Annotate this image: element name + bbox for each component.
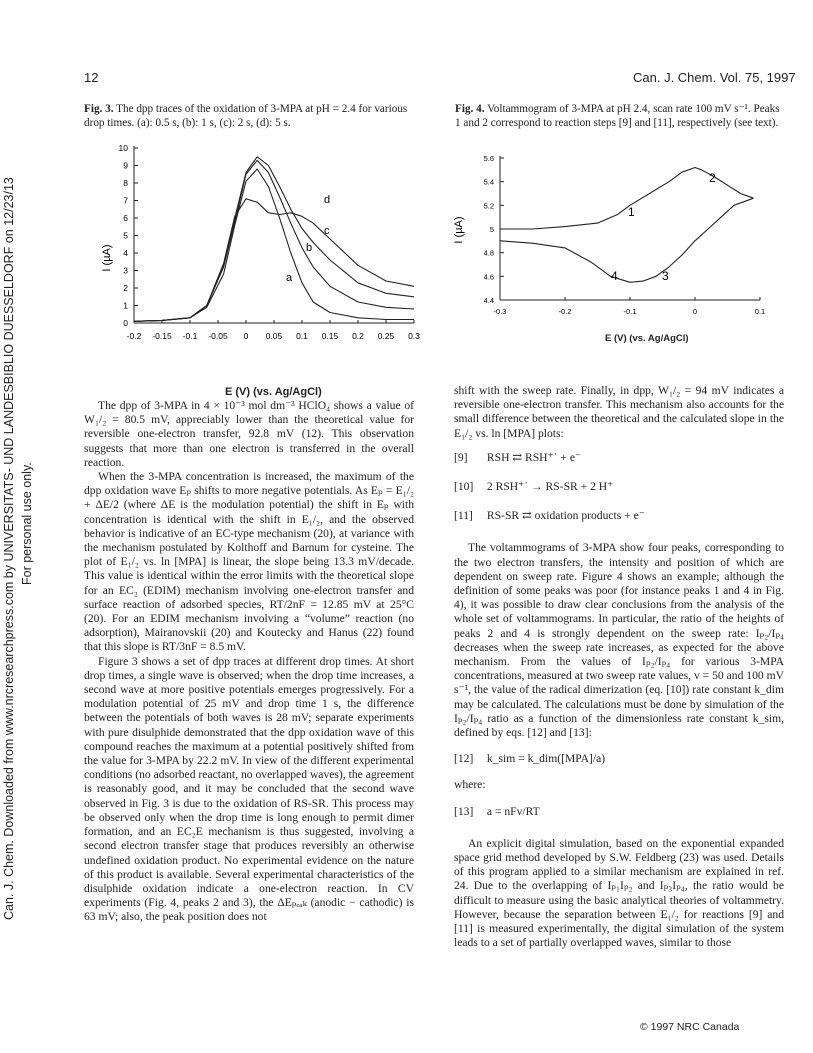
download-note [0, 177, 50, 920]
y-tick-label: 5.4 [483, 177, 494, 187]
peak-label-1: 1 [628, 205, 635, 219]
fig3-caption-text: The dpp traces of the oxidation of 3-MPA at pH = 2.4 for various drop times. (a): 0.5 s, (b): 1 s, (c): 2 s, (d): 5 s. [84, 103, 408, 129]
x-tick-label: -0.2 [126, 331, 142, 341]
y-tick-label: 4.4 [483, 296, 494, 305]
right-paragraph-2: The voltammograms of 3-MPA show four peaks, corresponding to the two electron transfers, the intensity and position of which are dependent on sweep rate. Figure 4 shows an example; although the definition of some peaks was poor (for instance peaks 1 and 4 in Fig. 4), it was possible to draw clear conclusions from the analysis of the whole set of voltammograms. In particular, the ratio of the heights of peaks 2 and 4 is strongly dependent on the sweep rate: Iₚ₂/Iₚ₄ decreases when the sweep rate increases, as expected for the above mechanism. From the values of Iₚ₂/Iₚ₄ for various 3-MPA concentrations, measured at two sweep rate values, v = 50 and 100 mV s⁻¹, the value of the radical dimerization (eq. [10]) rate constant k_dim may be calculated. The calculations must be done by simulation of the Iₚ₂/Iₚ₄ ratio as a function of the dimensionless rate constant k_sim, defined by eqs. [12] and [13]: [454, 541, 784, 740]
x-tick-label: 0 [692, 307, 698, 316]
equation-9-text: RSH ⇄ RSH⁺˙ + e⁻ [486, 450, 582, 464]
download-note-line2: For personal use only. [20, 462, 34, 585]
fig4-ticks [484, 154, 766, 316]
y-tick-label: 3 [123, 265, 128, 276]
y-tick-label: 6 [123, 213, 128, 223]
download-note-line1: Can. J. Chem. Downloaded from www.nrcresearchpress.com by UNIVERSITATS- UND LANDESBIBLIO DUESSELDORF on 12/23/13 [2, 177, 16, 920]
series-line-d [134, 199, 414, 321]
equation-12 [454, 752, 784, 766]
equation-11 [454, 509, 784, 523]
running-head: Can. J. Chem. Vol. 75, 1997 [633, 70, 796, 85]
equation-12-text: k_sim = k_dim([MPA]/a) [486, 752, 606, 766]
right-paragraph-3: An explicit digital simulation, based on the exponential expanded space grid method developed by S.W. Feldberg (23) was used. Details of this program applied to a similar mechanism are explained in ref. 24. Due to the overlapping of Iₚ₁Iₚ₂ and Iₚ₃Iₚ₄, the ratio would be difficult to measure using the basic analytical theories of voltammetry. However, because the separation between E₁/₂ for reactions [9] and [11] is measured experimentally, the digital simulation of the system leads to a set of partially overlapped waves, similar to those [454, 836, 784, 950]
x-tick-label: 0 [243, 331, 249, 341]
fig3-ylabel: I (µA) [101, 244, 113, 272]
y-tick-label: 4.8 [483, 248, 494, 258]
x-tick-label: -0.05 [208, 331, 228, 341]
where-label: where: [454, 778, 486, 792]
equation-10 [454, 480, 784, 494]
series-line-a [134, 169, 414, 321]
right-intro: shift with the sweep rate. Finally, in dpp, W₁/₂ = 94 mV indicates a reversible one-electron transfer. This mechanism also accounts for the small difference between the theoretical and the calculated slope in the E₁/₂ vs. ln [MPA] plots: [454, 384, 784, 440]
fig4-caption-label: Fig. 4. [455, 103, 485, 115]
y-tick-label: 5.2 [483, 201, 494, 211]
x-tick-label: 0.1 [296, 331, 308, 341]
y-tick-label: 5.6 [483, 154, 494, 163]
x-tick-label: 0.1 [754, 307, 766, 316]
y-tick-label: 10 [118, 143, 128, 153]
paragraph-1: The dpp of 3-MPA in 4 × 10⁻³ mol dm⁻³ HClO₄ shows a value of W₁/₂ = 80.5 mV, appreciably lower than the theoretical value for reversible one-electron transfer, 92.8 mV (12). This observation suggests that more than one electron is transferred in the overall reaction. [84, 399, 414, 469]
x-tick-label: -0.2 [558, 307, 572, 316]
y-tick-label: 2 [123, 283, 128, 293]
series-line-c [134, 157, 414, 321]
equation-13-number: [13] [454, 804, 474, 818]
fig3-ticks [119, 143, 421, 341]
equation-9-number: [9] [454, 450, 468, 464]
x-tick-label: -0.15 [152, 331, 172, 341]
equation-9 [454, 451, 784, 465]
equation-13 [454, 805, 784, 819]
page-number: 12 [84, 70, 99, 85]
fig4-caption [455, 102, 785, 130]
fig3-caption [84, 102, 414, 130]
equation-12-number: [12] [454, 752, 474, 766]
y-tick-label: 4.6 [483, 272, 494, 282]
equation-13-text: a = nFv/RT [486, 804, 540, 818]
equation-10-text: 2 RSH⁺˙ → RS-SR + 2 H⁺ [486, 480, 614, 494]
x-tick-label: -0.1 [182, 331, 198, 341]
y-tick-label: 9 [123, 160, 128, 171]
curve-label-c: c [324, 225, 330, 237]
x-tick-label: -0.1 [623, 307, 637, 316]
right-column [454, 384, 784, 951]
y-tick-label: 8 [123, 178, 128, 188]
peak-label-2: 2 [709, 171, 716, 185]
y-tick-label: 1 [123, 300, 128, 311]
series-line-2 [500, 198, 754, 282]
fig3-axes [134, 146, 414, 323]
y-tick-label: 0 [123, 318, 128, 328]
y-tick-label: 4 [123, 248, 128, 258]
equation-11-text: RS-SR ⇄ oxidation products + e⁻ [486, 509, 645, 523]
x-tick-label: 0.05 [265, 331, 283, 341]
x-tick-label: 0.15 [321, 331, 339, 341]
series-line-b [134, 160, 414, 321]
copyright: © 1997 NRC Canada [640, 1021, 740, 1033]
fig3-chart [84, 138, 429, 373]
equation-10-number: [10] [454, 480, 474, 494]
y-tick-label: 5 [489, 225, 494, 234]
left-column [84, 399, 414, 925]
curve-label-a: a [286, 272, 293, 284]
curve-label-d: d [324, 194, 331, 206]
x-tick-label: 0.2 [352, 331, 364, 341]
fig4-xlabel: E (V) (vs. Ag/AgCl) [605, 333, 689, 344]
paragraph-2: When the 3-MPA concentration is increased, the maximum of the dpp oxidation wave Eₚ shifts to more negative potentials. As Eₚ = E₁/₂ + ΔE/2 (where ΔE is the modulation potential) the shift in Eₚ with concentration is identical with the shift in E₁/₂, and the observed behavior is indicative of an EC-type mechanism (20), at variance with the mechanism postulated by Kolthoff and Barnum for cysteine. The plot of E₁/₂ vs. ln [MPA] is linear, the slope being 13.3 mV/decade. This value is identical within the error limits with the theoretical slope for an EC₂ (EDIM) mechanism involving one-electron transfer and surface reaction of adsorbed species, RT/2nF = 12.85 mV at 25°C (20). For an EDIM mechanism involving a “volume” reaction (no adsorption), Mairanovskii (20) and Koutecky and Hanus (22) found that this slope is RT/3nF = 8.5 mV. [84, 470, 414, 654]
y-tick-label: 7 [123, 195, 128, 206]
fig4-ylabel: I (µA) [453, 216, 465, 244]
x-tick-label: -0.3 [493, 307, 507, 316]
fig3-caption-label: Fig. 3. [84, 103, 114, 115]
y-tick-label: 5 [123, 230, 128, 241]
x-tick-label: 0.3 [408, 331, 420, 341]
peak-label-3: 3 [662, 269, 669, 283]
x-tick-label: 0.25 [377, 331, 395, 341]
peak-label-4: 4 [611, 269, 618, 283]
curve-label-b: b [306, 242, 313, 254]
fig4-caption-text: Voltammogram of 3-MPA at pH 2.4, scan rate 100 mV s⁻¹. Peaks 1 and 2 correspond to reaction steps [9] and [11], respectively (see text). [455, 103, 780, 129]
equation-11-number: [11] [454, 509, 473, 523]
paragraph-3: Figure 3 shows a set of dpp traces at different drop times. At short drop times, a single wave is observed; when the drop time increases, a second wave at more positive potentials emerges progressively. For a modulation potential of 25 mV and drop time 1 s, the difference between the potentials of both waves is 28 mV; separate experiments with pure disulphide demonstrated that the dpp oxidation wave of this compound reaches the maximum at a potential positively shifted from the value for 3-MPA by 22.2 mV. In view of the different experimental conditions (no adsorbed reactant, no overlapped waves), the agreement is reasonably good, and it may be concluded that the second wave observed in Fig. 3 is due to the oxidation of RS-SR. This process may be observed only when the drop time is long enough to permit dimer formation, and an EC₂E mechanism is thus suggested, involving a second electron transfer stage that produces reversibly an otherwise undefined oxidation product. No experimental evidence on the nature of this product is available. Several experimental characteristics of the disulphide oxidation indicate a one-electron reaction. In CV experiments (Fig. 4, peaks 2 and 3), the ΔEₚₑₐₖ (anodic − cathodic) is 63 mV; also, the peak position does not [84, 654, 414, 924]
fig4-chart [450, 150, 780, 330]
fig3-series [134, 157, 414, 321]
fig3-xlabel: E (V) (vs. Ag/AgCl) [225, 386, 322, 398]
